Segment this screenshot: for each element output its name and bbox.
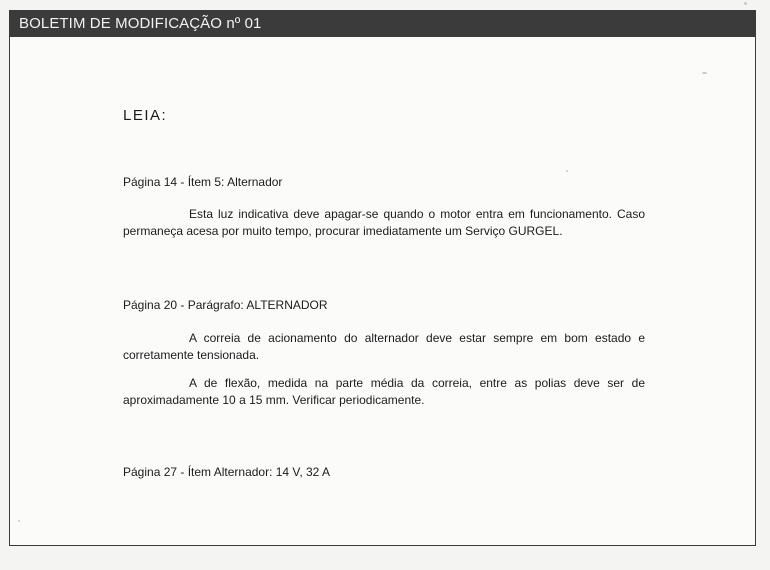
paragraph-page-14	[123, 206, 645, 240]
bulletin-sheet	[9, 10, 756, 546]
section-title-page-14: Página 14 - Ítem 5: Alternador	[123, 175, 283, 189]
leia-heading: LEIA:	[123, 107, 168, 124]
paragraph-text: A de flexão, medida na parte média da correia, entre as polias deve ser de aproximadamente 10 a 15 mm. Verificar periodicamente.	[123, 376, 645, 407]
scan-speck	[566, 170, 568, 172]
section-title-page-20: Página 20 - Parágrafo: ALTERNADOR	[123, 298, 328, 312]
scan-speck	[744, 2, 747, 5]
scan-speck	[702, 72, 707, 74]
section-title-page-27: Página 27 - Ítem Alternador: 14 V, 32 A	[123, 465, 331, 479]
scan-speck	[18, 520, 20, 522]
paragraph-page-20-b	[123, 375, 645, 409]
paragraph-text: A correia de acionamento do alternador deve estar sempre em bom estado e corretamente tensionada.	[123, 331, 645, 362]
paragraph-page-20-a	[123, 330, 645, 364]
paragraph-text: Esta luz indicativa deve apagar-se quando o motor entra em funcionamento. Caso permaneça acesa por muito tempo, procurar imediatamente um Serviço GURGEL.	[123, 207, 645, 238]
bulletin-header: BOLETIM DE MODIFICAÇÃO nº 01	[10, 11, 755, 37]
